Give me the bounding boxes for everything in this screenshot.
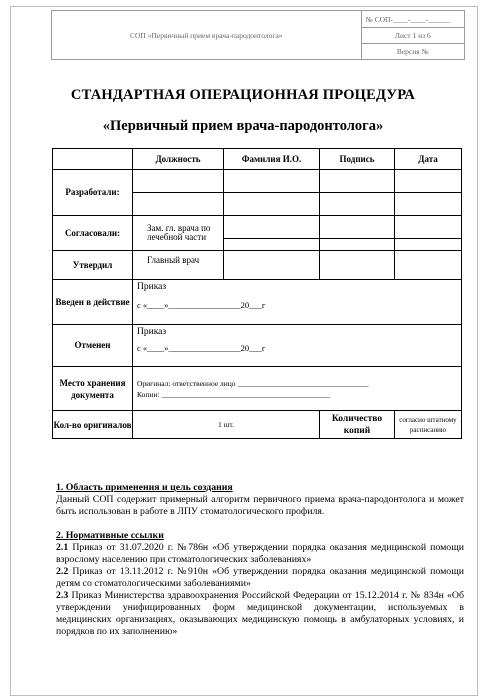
document-header (51, 10, 465, 60)
row-originals-count: Кол-во оригиналов (53, 411, 133, 439)
row-cancelled: Отменен (53, 325, 133, 367)
row-approved: Утвердил (53, 251, 133, 280)
storage-original: Оригинал: ответственное лицо ___________________________________ (137, 378, 369, 388)
col-date: Дата (395, 149, 462, 170)
row-introduced: Введен в действие (53, 280, 133, 325)
reference-2-2: 2.2 Приказ от 13.11.2012 г. №910н «Об утверждении порядка оказания медицинской помощи детям со стоматологическими заболеваниями» (56, 566, 464, 589)
sheet-number: Лист 1 из 6 (361, 28, 464, 44)
document-subtitle: «Первичный прием врача-пародонтолога» (102, 118, 384, 134)
cancelled-order: Приказ (137, 327, 167, 337)
section-1-title: 1. Область применения и цель создания (56, 482, 233, 493)
copies-count-label: Количество копий (320, 411, 395, 439)
section-1-text: Данный СОП содержит примерный алгоритм первичного приема врача-пародонтолога и может быть использован в работе в ЛПУ стоматологического профиля. (56, 494, 464, 517)
row-agreed: Согласовали: (53, 216, 133, 251)
version-number: Версия № (361, 44, 464, 60)
section-2-title: 2. Нормативные ссылки (56, 530, 164, 541)
col-name: Фамилия И.О. (224, 149, 320, 170)
row-developed: Разработали: (53, 170, 133, 216)
reference-2-1: 2.1 Приказ от 31.07.2020 г. №786н «Об утверждении порядка оказания медицинской помощи взрослому населению при стоматологических заболеваниях» (56, 542, 464, 565)
sop-name: СОП «Первичный прием врача-пародонтолога» (52, 11, 362, 60)
corner-cell (53, 149, 133, 170)
document-title: СТАНДАРТНАЯ ОПЕРАЦИОННАЯ ПРОЦЕДУРА (70, 87, 416, 103)
cancelled-date: с «____»_________________20___г (137, 343, 266, 353)
col-position: Должность (133, 149, 224, 170)
approval-table (52, 148, 462, 439)
originals-value: 1 шт. (133, 411, 320, 439)
document-body (56, 482, 464, 638)
approved-position: Главный врач (133, 251, 224, 280)
row-storage: Место хранения документа (53, 367, 133, 411)
storage-copies: Копии: _____________________________________________ (137, 389, 331, 399)
col-signature: Подпись (320, 149, 395, 170)
sop-number: № СОП-____-____-______ (361, 11, 464, 28)
reference-2-3: 2.3 Приказ Министерства здравоохранения Российской Федерации от 15.12.2014 г. № 834н «Об утверждении унифицированных форм медицинской документации, используемых в медицинских организациях, оказывающих медицинскую помощь в амбулаторных условиях, и порядков по их заполнению» (56, 590, 464, 637)
agreed-position: Зам. гл. врача по лечебной части (133, 216, 224, 251)
copies-value: согласно штатному расписанию (395, 411, 462, 439)
introduced-date: с «____»_________________20___г (137, 300, 266, 310)
introduced-order: Приказ (137, 282, 167, 292)
